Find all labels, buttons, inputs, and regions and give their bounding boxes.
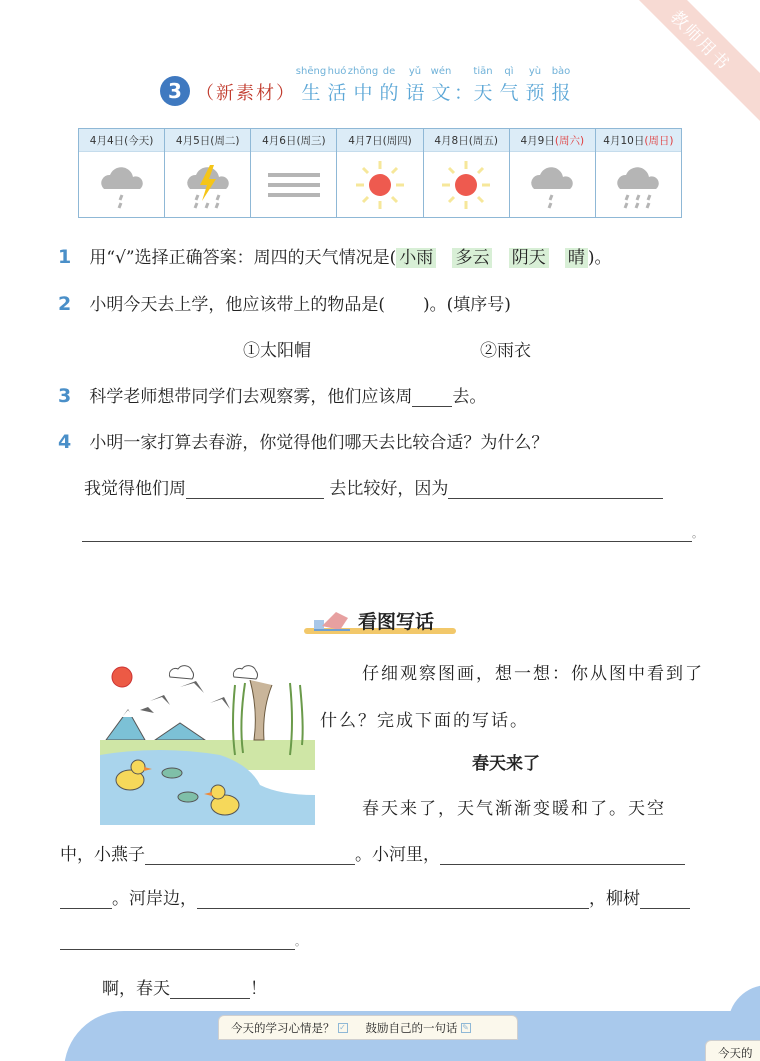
weather-forecast-table — [78, 128, 682, 218]
answer-line-1: 我觉得他们周 去比较好，因为 — [84, 474, 663, 499]
title-char: qì 气 — [499, 66, 519, 104]
forecast-date: 4月4日 (今天) — [79, 129, 164, 152]
option-raincoat: ②雨衣 — [480, 341, 531, 361]
option-sunny[interactable]: 晴 — [565, 248, 588, 268]
forecast-day — [510, 129, 596, 217]
title-char: wén 文 — [430, 66, 452, 104]
blank-swallows[interactable] — [145, 847, 355, 865]
forecast-day — [424, 129, 510, 217]
title-char: shēng 生 — [295, 66, 327, 104]
forecast-date: 4月10日 (周日) — [596, 129, 681, 152]
answer-blank-day[interactable] — [186, 481, 324, 499]
instruction-line-2: 什么？完成下面的写话。 — [320, 711, 529, 731]
title-char: yǔ 语 — [405, 66, 425, 104]
title-colon: ： — [454, 82, 474, 104]
question-number: 3 — [58, 385, 72, 407]
mood-checkbox[interactable]: ✓ — [339, 1023, 346, 1032]
blank-riverbank[interactable] — [197, 891, 589, 909]
blank-spring[interactable] — [170, 981, 250, 999]
option-light-rain[interactable]: 小雨 — [396, 248, 436, 268]
forecast-day — [79, 129, 165, 217]
light-rain-icon — [92, 157, 152, 213]
question-text: 科学老师想带同学们去观察雾，他们应该周 — [89, 387, 413, 407]
writing-line-4: 。 — [60, 930, 306, 950]
instruction-line-1: 仔细观察图画，想一想：你从图中看到了 — [362, 664, 704, 684]
forecast-date: 4月6日 (周三) — [251, 129, 336, 152]
forecast-date: 4月5日 (周二) — [165, 129, 250, 152]
thunderstorm-icon — [178, 157, 238, 213]
question-4 — [58, 428, 548, 453]
lesson-title — [160, 66, 610, 112]
encourage-edit-icon[interactable]: ✎ — [462, 1023, 469, 1032]
writing-line-3: 。河岸边， ，柳树 — [60, 884, 690, 909]
question-1: 1 用“√”选择正确答案：周四的天气情况是( 小雨 多云 阴天 晴 )。 — [58, 246, 612, 268]
footer-next-page-label: 今天的 — [705, 1040, 760, 1061]
teacher-edition-watermark: 教师用书 — [612, 0, 760, 129]
forecast-day — [337, 129, 423, 217]
encourage-prompt: 鼓励自己的一句话 ✎ — [365, 1020, 469, 1035]
question-text: 小明一家打算去春游，你觉得他们哪天去比较合适？为什么？ — [89, 433, 549, 453]
new-material-tag: （新素材） — [196, 83, 296, 104]
answer-blank[interactable] — [385, 297, 423, 315]
title-char: de 的 — [379, 66, 399, 104]
forecast-date: 4月9日 (周六) — [510, 129, 595, 152]
blank-river-cont[interactable] — [60, 891, 112, 909]
section-header — [304, 606, 456, 636]
blank-willow[interactable] — [640, 891, 690, 909]
moderate-rain-icon — [608, 157, 668, 213]
question-number: 4 — [58, 431, 72, 453]
title-char: yù 预 — [525, 66, 545, 104]
option-overcast[interactable]: 阴天 — [509, 248, 549, 268]
question-number: 1 — [58, 246, 72, 268]
lesson-number-badge: 3 — [160, 76, 190, 106]
spring-scene-illustration — [100, 655, 315, 825]
blank-river[interactable] — [440, 847, 685, 865]
forecast-day — [165, 129, 251, 217]
answer-blank[interactable] — [412, 389, 452, 407]
question-3: 3 科学老师想带同学们去观察雾，他们应该周 去。 — [58, 385, 487, 407]
option-cloudy[interactable]: 多云 — [452, 248, 492, 268]
title-char: tiān 天 — [473, 66, 493, 104]
question-number: 2 — [58, 293, 72, 315]
sunny-icon — [436, 157, 496, 213]
answer-blank-reason[interactable] — [448, 481, 663, 499]
mood-prompt: 今天的学习心情是？ ✓ — [231, 1020, 346, 1035]
light-rain-icon — [522, 157, 582, 213]
sunny-icon — [350, 157, 410, 213]
answer-line-2: 。 — [82, 522, 703, 542]
writing-icon — [312, 608, 352, 632]
question-text: 小明今天去上学，他应该带上的物品是( — [89, 295, 386, 315]
writing-subtitle: 春天来了 — [472, 754, 540, 774]
page-curl-decoration — [728, 985, 760, 1025]
footer-reflection-bar — [218, 1015, 518, 1040]
blank-willow-cont[interactable] — [60, 932, 295, 950]
option-sun-hat: ①太阳帽 — [243, 341, 311, 361]
writing-line-1: 春天来了，天气渐渐变暖和了。天空 — [362, 799, 666, 819]
title-char: zhōng 中 — [347, 66, 379, 104]
forecast-date: 4月7日 (周四) — [337, 129, 422, 152]
title-text — [295, 66, 574, 105]
question-2: 2 小明今天去上学，他应该带上的物品是( )。(填序号) — [58, 293, 511, 315]
forecast-day — [596, 129, 681, 217]
writing-line-2: 中，小燕子 。小河里， — [60, 840, 685, 865]
forecast-date: 4月8日 (周五) — [424, 129, 509, 152]
fog-icon — [264, 157, 324, 213]
answer-blank-reason-cont[interactable] — [82, 524, 692, 542]
forecast-day — [251, 129, 337, 217]
question-text: 用“√”选择正确答案：周四的天气情况是( — [89, 248, 397, 268]
section-title: 看图写话 — [358, 611, 435, 633]
title-char: bào 报 — [551, 66, 571, 104]
title-char: huó 活 — [327, 66, 347, 104]
writing-line-5: 啊，春天 ！ — [102, 979, 267, 999]
